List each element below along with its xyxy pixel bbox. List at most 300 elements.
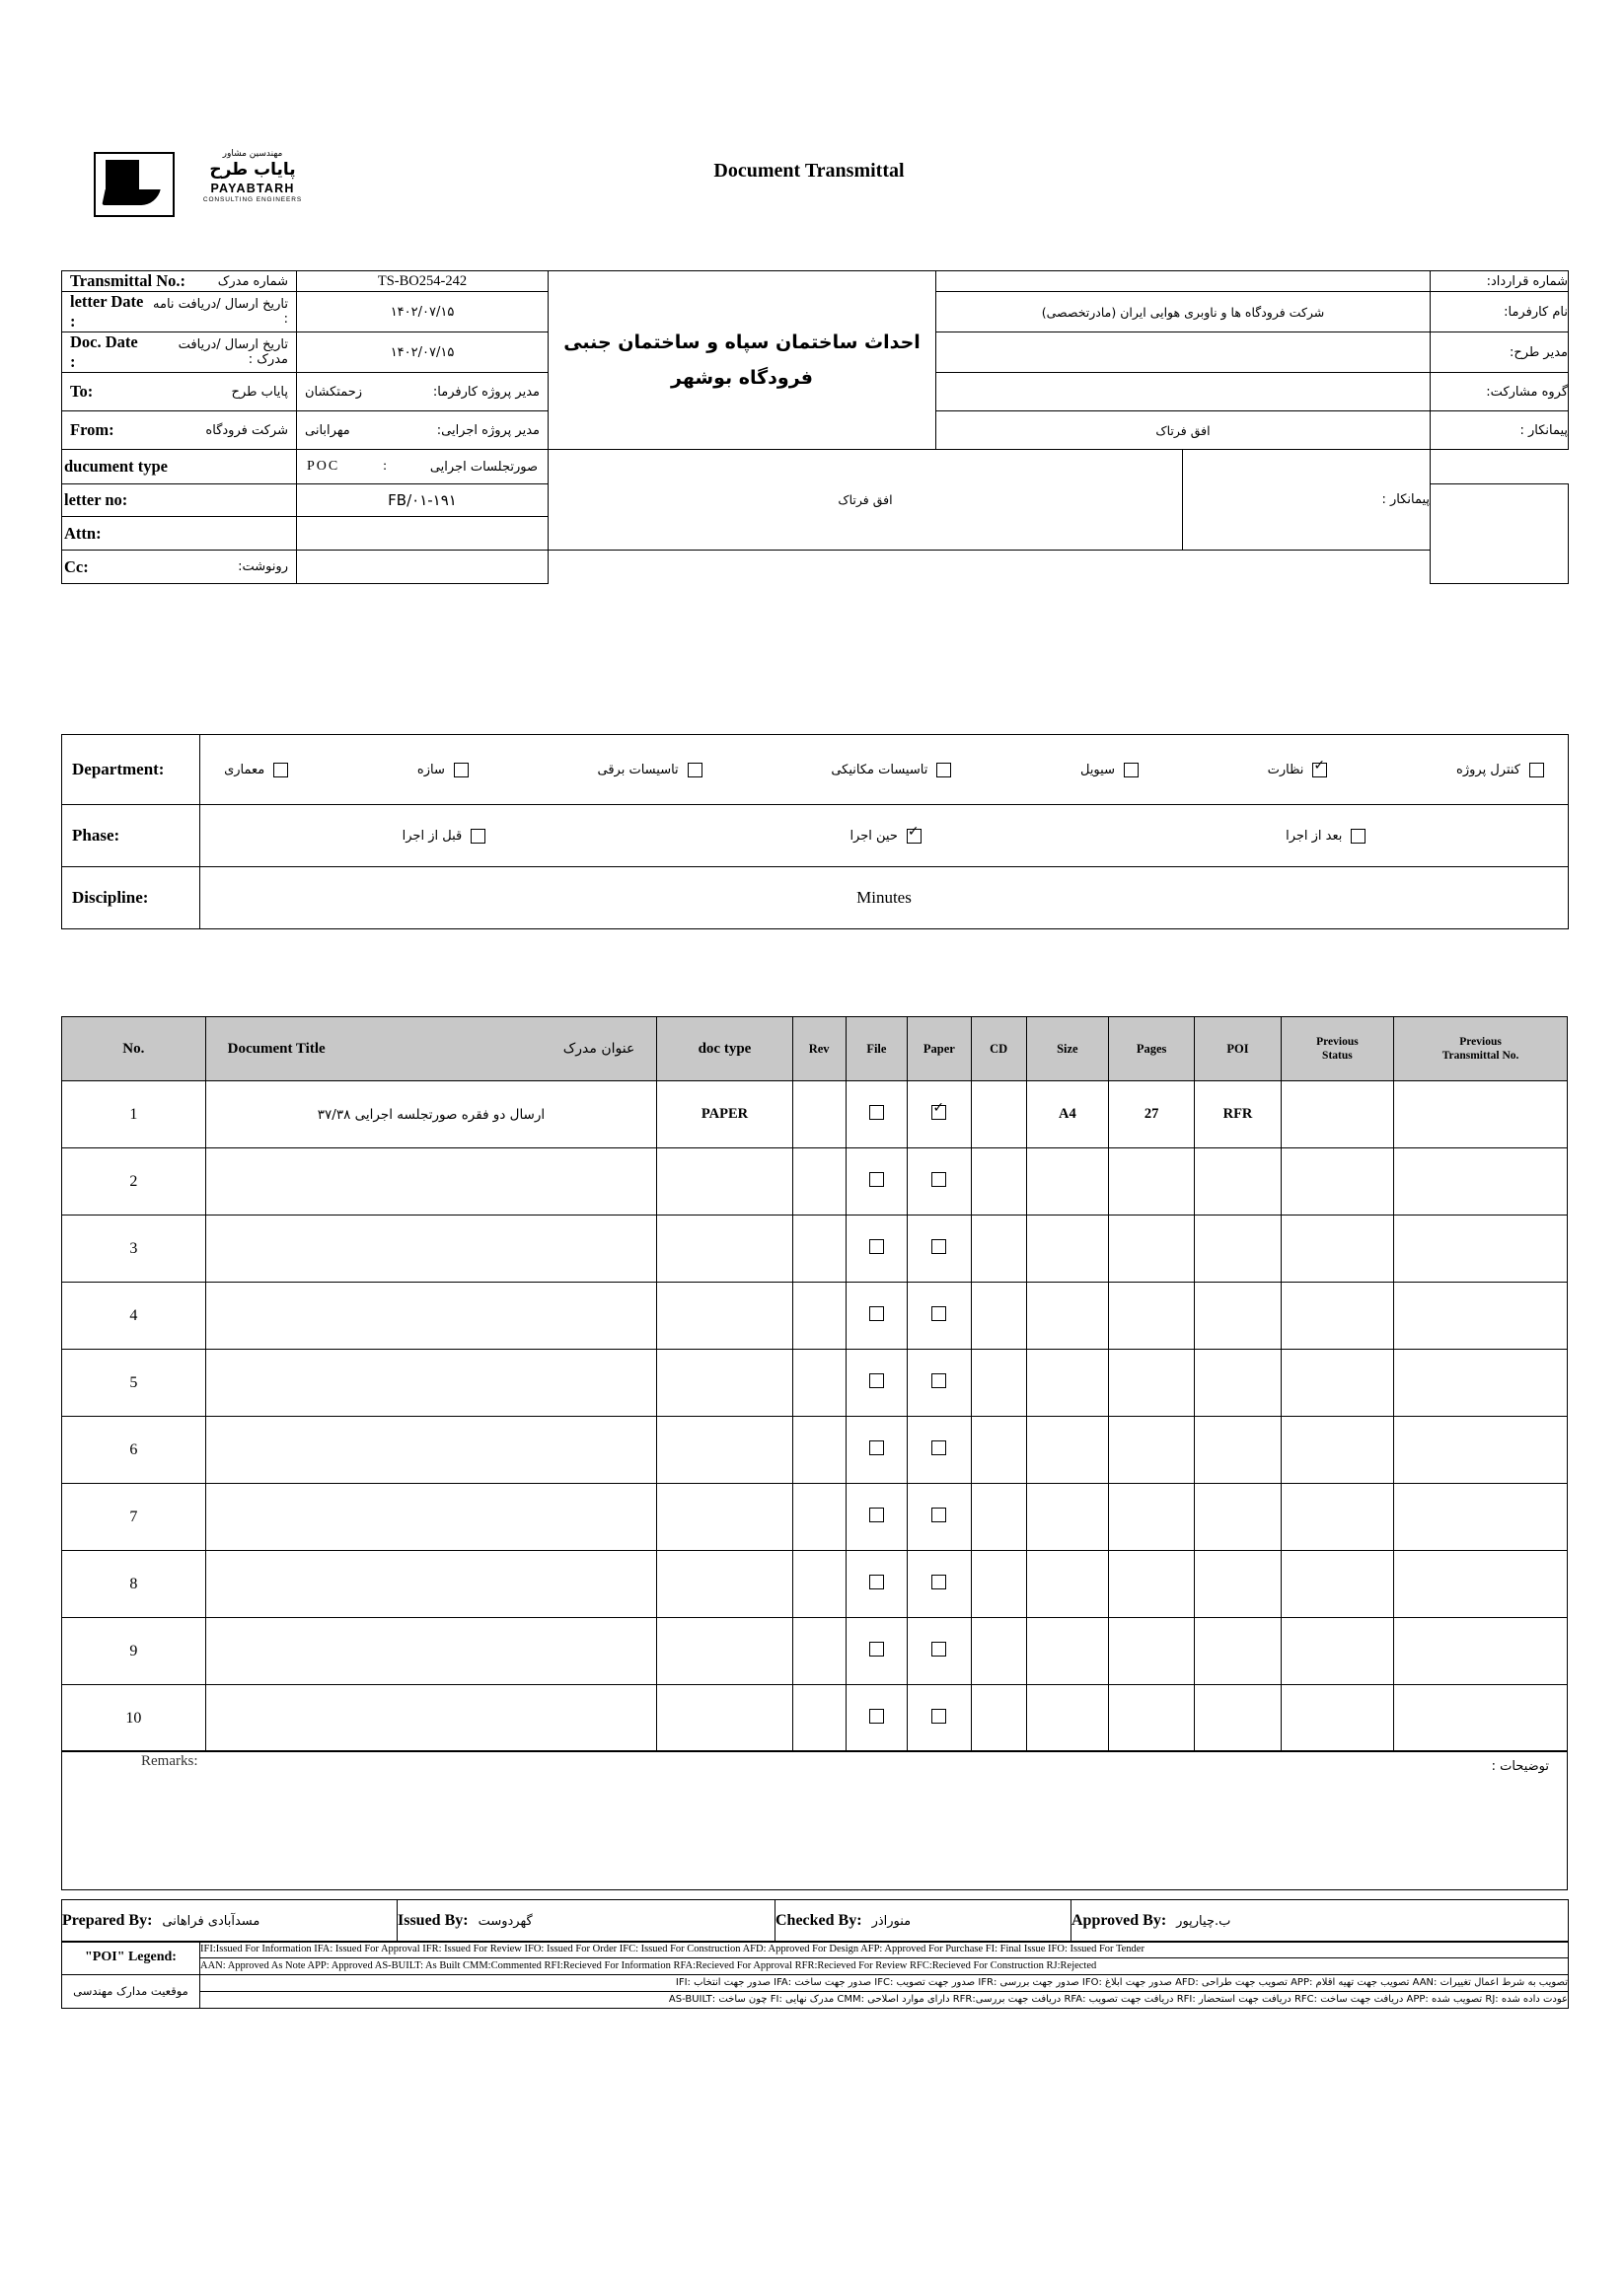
cell-previous-status[interactable] — [1281, 1417, 1393, 1484]
field-to-role — [297, 373, 549, 411]
cell-rev[interactable] — [792, 1148, 846, 1216]
contract-no-label: شماره قرارداد: — [1431, 271, 1569, 292]
checkbox-icon[interactable] — [931, 1642, 946, 1657]
logo-line-2: پایاب طرح — [209, 159, 296, 180]
signature-checked-by[interactable] — [775, 1900, 1071, 1943]
dept-label-sazeh: سازه — [416, 762, 445, 777]
dept-label-civil: سیویل — [1079, 762, 1115, 777]
department-label: Department: — [72, 760, 165, 778]
header-document-title-en: Document Title — [227, 1040, 326, 1057]
cell-document-title[interactable] — [205, 1350, 657, 1417]
cell-pages[interactable] — [1108, 1350, 1194, 1417]
contract-no-value[interactable] — [936, 271, 1431, 292]
dept-checkbox-memari[interactable] — [224, 763, 288, 777]
header-previous-transmittal — [1394, 1017, 1568, 1081]
employer-name-value: شرکت فرودگاه ها و ناوبری هوایی ایران (مادرتخصصی) — [936, 292, 1431, 332]
cell-file[interactable] — [846, 1685, 907, 1752]
page-title: Document Transmittal — [713, 160, 905, 182]
checkbox-icon[interactable] — [688, 763, 702, 777]
cell-pages[interactable] — [1108, 1148, 1194, 1216]
doc-date-fa: تاریخ ارسال /دریافت مدرک : — [178, 337, 288, 367]
discipline-label: Discipline: — [72, 888, 149, 907]
cell-previous-status[interactable] — [1281, 1551, 1393, 1618]
table-header-row — [62, 1017, 1568, 1081]
checkbox-icon[interactable] — [869, 1172, 884, 1187]
cell-file[interactable] — [846, 1618, 907, 1685]
cell-rev[interactable] — [792, 1216, 846, 1283]
cell-no: 3 — [62, 1216, 206, 1283]
header-poi: POI — [1195, 1017, 1281, 1081]
header-document-title — [205, 1017, 657, 1081]
checkbox-icon[interactable] — [936, 763, 951, 777]
cell-cd[interactable] — [971, 1618, 1026, 1685]
cell-poi[interactable] — [1195, 1685, 1281, 1752]
legend-title: "POI" Legend: — [62, 1942, 200, 1975]
cell-previous-transmittal[interactable] — [1394, 1417, 1568, 1484]
field-from-role — [297, 411, 549, 450]
cell-previous-status[interactable] — [1281, 1283, 1393, 1350]
field-letter-date-label — [62, 292, 297, 332]
logo-line-3: PAYABTARH — [210, 181, 295, 195]
field-letter-no-label — [62, 484, 297, 517]
to-role-label: مدیر پروژه کارفرما: — [432, 384, 541, 400]
cell-doc-type[interactable] — [657, 1685, 792, 1752]
approved-by-name: ب.چیارپور — [1176, 1913, 1231, 1929]
cell-cd[interactable] — [971, 1417, 1026, 1484]
to-en: To: — [70, 382, 94, 401]
field-from-label — [62, 411, 297, 450]
cell-previous-transmittal[interactable] — [1394, 1618, 1568, 1685]
classification-table — [61, 734, 1568, 929]
cell-file[interactable] — [846, 1484, 907, 1551]
cell-rev[interactable] — [792, 1081, 846, 1148]
header-previous-status-l1: Previous — [1316, 1035, 1359, 1048]
cell-size[interactable] — [1026, 1484, 1108, 1551]
header-previous-status-l2: Status — [1322, 1050, 1353, 1062]
cell-paper[interactable] — [908, 1417, 971, 1484]
cell-paper[interactable] — [908, 1216, 971, 1283]
checkbox-icon[interactable] — [869, 1306, 884, 1321]
dept-checkbox-project-control[interactable] — [1456, 763, 1544, 777]
table-row[interactable] — [62, 1417, 1568, 1484]
cell-document-title[interactable] — [205, 1484, 657, 1551]
cell-document-title[interactable] — [205, 1283, 657, 1350]
checkbox-icon[interactable] — [454, 763, 469, 777]
cell-document-title[interactable] — [205, 1148, 657, 1216]
cell-poi[interactable] — [1195, 1618, 1281, 1685]
cell-previous-status[interactable] — [1281, 1618, 1393, 1685]
cell-file[interactable] — [846, 1283, 907, 1350]
checkbox-icon[interactable] — [869, 1373, 884, 1388]
cell-rev[interactable] — [792, 1283, 846, 1350]
dept-checkbox-electrical[interactable] — [598, 763, 702, 777]
cell-poi[interactable]: RFR — [1195, 1081, 1281, 1148]
cell-size[interactable]: A4 — [1026, 1081, 1108, 1148]
dept-checkbox-supervision[interactable] — [1268, 763, 1328, 777]
dept-checkbox-civil[interactable] — [1080, 763, 1139, 777]
employer-name-label: نام کارفرما: — [1431, 292, 1569, 332]
cell-poi[interactable] — [1195, 1417, 1281, 1484]
dept-checkbox-sazeh[interactable] — [417, 763, 469, 777]
cell-size[interactable] — [1026, 1350, 1108, 1417]
cell-size[interactable] — [1026, 1417, 1108, 1484]
phase-checkbox-group — [200, 805, 1569, 867]
cell-doc-type[interactable] — [657, 1350, 792, 1417]
cell-size[interactable] — [1026, 1685, 1108, 1752]
cell-document-title[interactable]: ارسال دو فقره صورتجلسه اجرایی ۳۷/۳۸ — [205, 1081, 657, 1148]
field-to-label — [62, 373, 297, 411]
cell-previous-status[interactable] — [1281, 1081, 1393, 1148]
contractor-label: پیمانکار : — [1431, 411, 1569, 450]
discipline-label-cell — [62, 867, 200, 929]
field-attn-label — [62, 517, 297, 551]
cell-rev[interactable] — [792, 1618, 846, 1685]
cell-paper[interactable] — [908, 1484, 971, 1551]
cell-cd[interactable] — [971, 1551, 1026, 1618]
checkbox-icon[interactable] — [869, 1642, 884, 1657]
logo-line-4: CONSULTING ENGINEERS — [202, 196, 303, 204]
transmittal-info-table — [61, 270, 1568, 584]
cell-cd[interactable] — [971, 1081, 1026, 1148]
checkbox-icon[interactable] — [931, 1239, 946, 1254]
attn-en: Attn: — [64, 523, 102, 543]
checkbox-icon[interactable] — [931, 1508, 946, 1522]
checkbox-checked-icon[interactable] — [1312, 763, 1327, 777]
cell-no: 10 — [62, 1685, 206, 1752]
table-row[interactable] — [62, 1551, 1568, 1618]
cell-doc-type[interactable] — [657, 1484, 792, 1551]
cell-previous-transmittal[interactable] — [1394, 1216, 1568, 1283]
cell-cd[interactable] — [971, 1148, 1026, 1216]
checked-by-label: Checked By: — [775, 1912, 862, 1929]
cell-size[interactable] — [1026, 1283, 1108, 1350]
header-previous-transmittal-l1: Previous — [1459, 1035, 1502, 1048]
cell-poi[interactable] — [1195, 1148, 1281, 1216]
field-doc-date-label — [62, 332, 297, 373]
cell-pages[interactable] — [1108, 1484, 1194, 1551]
project-title-spacer — [1431, 484, 1569, 584]
letter-date-fa: تاریخ ارسال /دریافت نامه : — [153, 297, 288, 327]
cell-pages[interactable] — [1108, 1216, 1194, 1283]
cell-pages[interactable] — [1108, 1551, 1194, 1618]
poi-legend — [61, 1941, 1568, 2009]
checkbox-icon[interactable] — [931, 1306, 946, 1321]
cell-poi[interactable] — [1195, 1216, 1281, 1283]
field-document-type-value[interactable] — [297, 450, 549, 484]
remarks-label-fa: توضیحات : — [1491, 1759, 1549, 1774]
project-title-line-2: فرودگاه بوشهر — [671, 367, 813, 389]
checkbox-icon[interactable] — [869, 1440, 884, 1455]
table-row[interactable] — [62, 1216, 1568, 1283]
cell-previous-transmittal[interactable] — [1394, 1685, 1568, 1752]
field-doc-date-value[interactable]: ۱۴۰۲/۰۷/۱۵ — [297, 332, 549, 373]
document-type-colon: : — [383, 459, 387, 474]
field-cc-value[interactable] — [297, 551, 549, 584]
cell-doc-type[interactable] — [657, 1417, 792, 1484]
checkbox-icon[interactable] — [869, 1105, 884, 1120]
checkbox-icon[interactable] — [869, 1508, 884, 1522]
issued-by-label: Issued By: — [398, 1912, 469, 1929]
cell-previous-transmittal[interactable] — [1394, 1081, 1568, 1148]
checkbox-icon[interactable] — [931, 1575, 946, 1589]
phase-checkbox-before[interactable] — [403, 829, 486, 844]
cell-no: 4 — [62, 1283, 206, 1350]
company-logo — [94, 148, 331, 227]
cell-paper[interactable] — [908, 1081, 971, 1148]
legend-line-en-2: AAN: Approved As Note APP: Approved AS-BUILT: As Built CMM:Commented RFI:Recieved For Information RFA:Recieved For Approval RFR:Recieved For Review RFC:Recieved For Construction RJ:Rejected — [200, 1957, 1569, 1974]
cell-poi[interactable] — [1195, 1551, 1281, 1618]
cell-file[interactable] — [846, 1081, 907, 1148]
checkbox-icon[interactable] — [1529, 763, 1544, 777]
cell-poi[interactable] — [1195, 1350, 1281, 1417]
checkbox-icon[interactable] — [869, 1575, 884, 1589]
page-header — [0, 148, 1624, 237]
transmittal-no-fa: شماره مدرک — [217, 273, 288, 289]
project-title — [549, 271, 936, 450]
cell-document-title[interactable] — [205, 1216, 657, 1283]
cell-size[interactable] — [1026, 1618, 1108, 1685]
cell-previous-status[interactable] — [1281, 1685, 1393, 1752]
table-row[interactable] — [62, 1081, 1568, 1148]
document-type-code: POC — [307, 459, 340, 474]
cell-previous-status[interactable] — [1281, 1484, 1393, 1551]
cell-cd[interactable] — [971, 1685, 1026, 1752]
header-pages: Pages — [1108, 1017, 1194, 1081]
field-attn-value[interactable] — [297, 517, 549, 551]
header-rev: Rev — [792, 1017, 846, 1081]
phase-checkbox-after[interactable] — [1286, 829, 1366, 844]
cell-rev[interactable] — [792, 1350, 846, 1417]
cell-paper[interactable] — [908, 1551, 971, 1618]
letter-date-en: letter Date : — [70, 292, 144, 331]
cell-previous-transmittal[interactable] — [1394, 1283, 1568, 1350]
cell-previous-status[interactable] — [1281, 1350, 1393, 1417]
to-role-person: زحمتکشان — [305, 384, 363, 400]
cell-poi[interactable] — [1195, 1283, 1281, 1350]
checkbox-icon[interactable] — [931, 1172, 946, 1187]
header-paper: Paper — [908, 1017, 971, 1081]
from-role-person: مهرابانی — [305, 422, 350, 438]
dept-label-project-control: کنترل پروژه — [1456, 762, 1520, 777]
cell-size[interactable] — [1026, 1148, 1108, 1216]
cell-pages[interactable] — [1108, 1618, 1194, 1685]
cc-en: Cc: — [64, 556, 89, 576]
cell-document-title[interactable] — [205, 1551, 657, 1618]
cell-paper[interactable] — [908, 1685, 971, 1752]
header-size: Size — [1026, 1017, 1108, 1081]
project-manager-label: مدیر طرح: — [1431, 332, 1569, 373]
department-label-cell — [62, 735, 200, 805]
cell-pages[interactable] — [1108, 1283, 1194, 1350]
remarks-cell[interactable] — [62, 1751, 1568, 1890]
cell-file[interactable] — [846, 1417, 907, 1484]
cell-file[interactable] — [846, 1551, 907, 1618]
cell-paper[interactable] — [908, 1350, 971, 1417]
from-role-label: مدیر پروژه اجرایی: — [436, 422, 541, 438]
partnership-group-label: گروه مشارکت: — [1431, 373, 1569, 411]
cell-document-title[interactable] — [205, 1618, 657, 1685]
doc-date-en: Doc. Date : — [70, 332, 138, 371]
cell-doc-type[interactable]: PAPER — [657, 1081, 792, 1148]
cell-size[interactable] — [1026, 1216, 1108, 1283]
cell-file[interactable] — [846, 1216, 907, 1283]
cell-size[interactable] — [1026, 1551, 1108, 1618]
cell-cd[interactable] — [971, 1484, 1026, 1551]
phase-label-before: قبل از اجرا — [402, 828, 463, 844]
header-file: File — [846, 1017, 907, 1081]
cell-no: 6 — [62, 1417, 206, 1484]
cell-previous-transmittal[interactable] — [1394, 1350, 1568, 1417]
cell-document-title[interactable] — [205, 1685, 657, 1752]
logo-text — [179, 150, 327, 203]
signature-issued-by[interactable] — [398, 1900, 775, 1943]
contractor-box-value: افق فرتاک — [549, 450, 1183, 551]
header-no: No. — [62, 1017, 206, 1081]
cell-previous-transmittal[interactable] — [1394, 1484, 1568, 1551]
field-letter-no-value[interactable]: FB/۰۱-۱۹۱ — [297, 484, 549, 517]
project-title-line-1: احداث ساختمان سپاه و ساختمان جنبی — [563, 331, 921, 353]
phase-label-after: بعد از اجرا — [1286, 828, 1343, 844]
checkbox-checked-icon[interactable] — [907, 829, 922, 844]
cell-file[interactable] — [846, 1148, 907, 1216]
legend-line-en-1: IFI:Issued For Information IFA: Issued For Approval IFR: Issued For Review IFO: Issued For Order IFC: Issued For Construction AFD: Approved For Design AFP: Approved For Purchase FI: Final Issue IFO: Issued For Tender — [200, 1942, 1569, 1958]
cell-file[interactable] — [846, 1350, 907, 1417]
cc-empty-right — [549, 551, 1431, 584]
phase-label: Phase: — [72, 826, 120, 845]
document-type-fa: صورتجلسات اجرایی — [429, 459, 539, 475]
header-cd: CD — [971, 1017, 1026, 1081]
contractor-value: افق فرتاک — [936, 411, 1431, 450]
table-row[interactable] — [62, 1685, 1568, 1752]
checkbox-icon[interactable] — [931, 1709, 946, 1724]
partnership-group-value[interactable] — [936, 373, 1431, 411]
cell-rev[interactable] — [792, 1551, 846, 1618]
checkbox-icon[interactable] — [931, 1373, 946, 1388]
cc-fa: رونوشت: — [238, 559, 288, 574]
cell-document-title[interactable] — [205, 1417, 657, 1484]
phase-label-during: حین اجرا — [849, 828, 898, 844]
cell-doc-type[interactable] — [657, 1216, 792, 1283]
cell-previous-transmittal[interactable] — [1394, 1148, 1568, 1216]
remarks-label-line1: Remarks: — [141, 1753, 198, 1769]
cell-no: 2 — [62, 1148, 206, 1216]
cell-doc-type[interactable] — [657, 1551, 792, 1618]
dept-label-memari: معماری — [224, 762, 265, 777]
to-fa-value: پایاب طرح — [231, 384, 288, 400]
checkbox-icon[interactable] — [273, 763, 288, 777]
cell-rev[interactable] — [792, 1417, 846, 1484]
checkbox-checked-icon[interactable] — [931, 1105, 946, 1120]
prepared-by-name: مسدآبادی فراهانی — [162, 1913, 260, 1929]
documents-table — [61, 1016, 1568, 1752]
checked-by-name: منوراذر — [871, 1913, 912, 1929]
signature-approved-by[interactable] — [1071, 1900, 1569, 1943]
cell-pages[interactable] — [1108, 1417, 1194, 1484]
header-doc-type: doc type — [657, 1017, 792, 1081]
table-row[interactable] — [62, 1148, 1568, 1216]
cell-cd[interactable] — [971, 1216, 1026, 1283]
phase-label-cell — [62, 805, 200, 867]
cell-previous-status[interactable] — [1281, 1148, 1393, 1216]
checkbox-icon[interactable] — [1351, 829, 1366, 844]
cell-pages[interactable] — [1108, 1685, 1194, 1752]
legend-line-fa-1: تصویب به شرط اعمال تغییرات :AAN تصویب جهت تهیه اقلام :APP تصویب جهت طراحی :AFD صدور جهت ابلاغ :IFO صدور جهت بررسی :IFR صدور جهت تصویب :IFC صدور جهت ساخت :IFA صدور جهت انتخاب :IFI — [200, 1974, 1569, 1991]
legend-line-fa-2: عودت داده شده :RJ تصویب شده :APP دریافت جهت ساخت :RFC دریافت جهت استحضار :RFI دریافت جهت تصویب :RFA دریافت جهت بررسی:RFR دارای موارد اصلاحی :CMM مدرک نهایی :FI چون ساخت :AS-BUILT — [200, 1991, 1569, 2008]
cell-doc-type[interactable] — [657, 1283, 792, 1350]
table-row[interactable] — [62, 1618, 1568, 1685]
header-previous-transmittal-l2: Transmittal No. — [1441, 1050, 1519, 1062]
field-letter-date-value[interactable]: ۱۴۰۲/۰۷/۱۵ — [297, 292, 549, 332]
header-document-title-fa: عنوان مدرک — [562, 1041, 635, 1057]
transmittal-no-en: Transmittal No.: — [70, 271, 186, 290]
contractor-box-label: پیمانکار : — [1183, 450, 1431, 551]
dept-checkbox-mechanical[interactable] — [831, 763, 951, 777]
cell-paper[interactable] — [908, 1618, 971, 1685]
cell-paper[interactable] — [908, 1283, 971, 1350]
table-row[interactable] — [62, 1350, 1568, 1417]
prepared-by-label: Prepared By: — [62, 1912, 153, 1929]
from-fa-value: شرکت فرودگاه — [205, 422, 288, 438]
legend-side-label: موقعیت مدارک مهندسی — [62, 1974, 200, 2008]
cell-paper[interactable] — [908, 1148, 971, 1216]
cell-cd[interactable] — [971, 1283, 1026, 1350]
field-transmittal-no-value[interactable]: TS-BO254-242 — [297, 271, 549, 292]
cell-previous-status[interactable] — [1281, 1216, 1393, 1283]
cell-no: 9 — [62, 1618, 206, 1685]
letter-no-en: letter no: — [64, 490, 128, 509]
table-row[interactable] — [62, 1484, 1568, 1551]
cell-previous-transmittal[interactable] — [1394, 1551, 1568, 1618]
cell-pages[interactable]: 27 — [1108, 1081, 1194, 1148]
cell-doc-type[interactable] — [657, 1148, 792, 1216]
signature-row — [61, 1899, 1568, 1943]
cell-cd[interactable] — [971, 1350, 1026, 1417]
checkbox-icon[interactable] — [931, 1440, 946, 1455]
approved-by-label: Approved By: — [1071, 1912, 1167, 1929]
remarks-section — [61, 1750, 1568, 1890]
cell-no: 5 — [62, 1350, 206, 1417]
department-checkbox-group — [200, 735, 1569, 805]
logo-mark-icon — [94, 152, 175, 217]
checkbox-icon[interactable] — [869, 1239, 884, 1254]
from-en: From: — [70, 420, 114, 439]
checkbox-icon[interactable] — [1124, 763, 1139, 777]
cell-doc-type[interactable] — [657, 1618, 792, 1685]
field-document-type-label — [62, 450, 297, 484]
cell-rev[interactable] — [792, 1484, 846, 1551]
cell-no: 7 — [62, 1484, 206, 1551]
checkbox-icon[interactable] — [869, 1709, 884, 1724]
table-row[interactable] — [62, 1283, 1568, 1350]
cell-no: 8 — [62, 1551, 206, 1618]
checkbox-icon[interactable] — [471, 829, 485, 844]
issued-by-name: گهردوست — [478, 1913, 533, 1929]
cell-poi[interactable] — [1195, 1484, 1281, 1551]
field-transmittal-no-label — [62, 271, 297, 292]
cell-no: 1 — [62, 1081, 206, 1148]
header-previous-status — [1281, 1017, 1393, 1081]
document-type-en: ducument type — [64, 457, 168, 476]
remarks-label-en — [141, 1753, 198, 1782]
phase-checkbox-during[interactable] — [849, 829, 921, 844]
signature-prepared-by[interactable] — [62, 1900, 398, 1943]
dept-label-supervision: نظارت — [1267, 762, 1304, 777]
field-cc-label — [62, 551, 297, 584]
project-manager-value[interactable] — [936, 332, 1431, 373]
cell-rev[interactable] — [792, 1685, 846, 1752]
discipline-value[interactable]: Minutes — [200, 867, 1569, 929]
logo-line-1: مهندسین مشاور — [222, 149, 283, 159]
